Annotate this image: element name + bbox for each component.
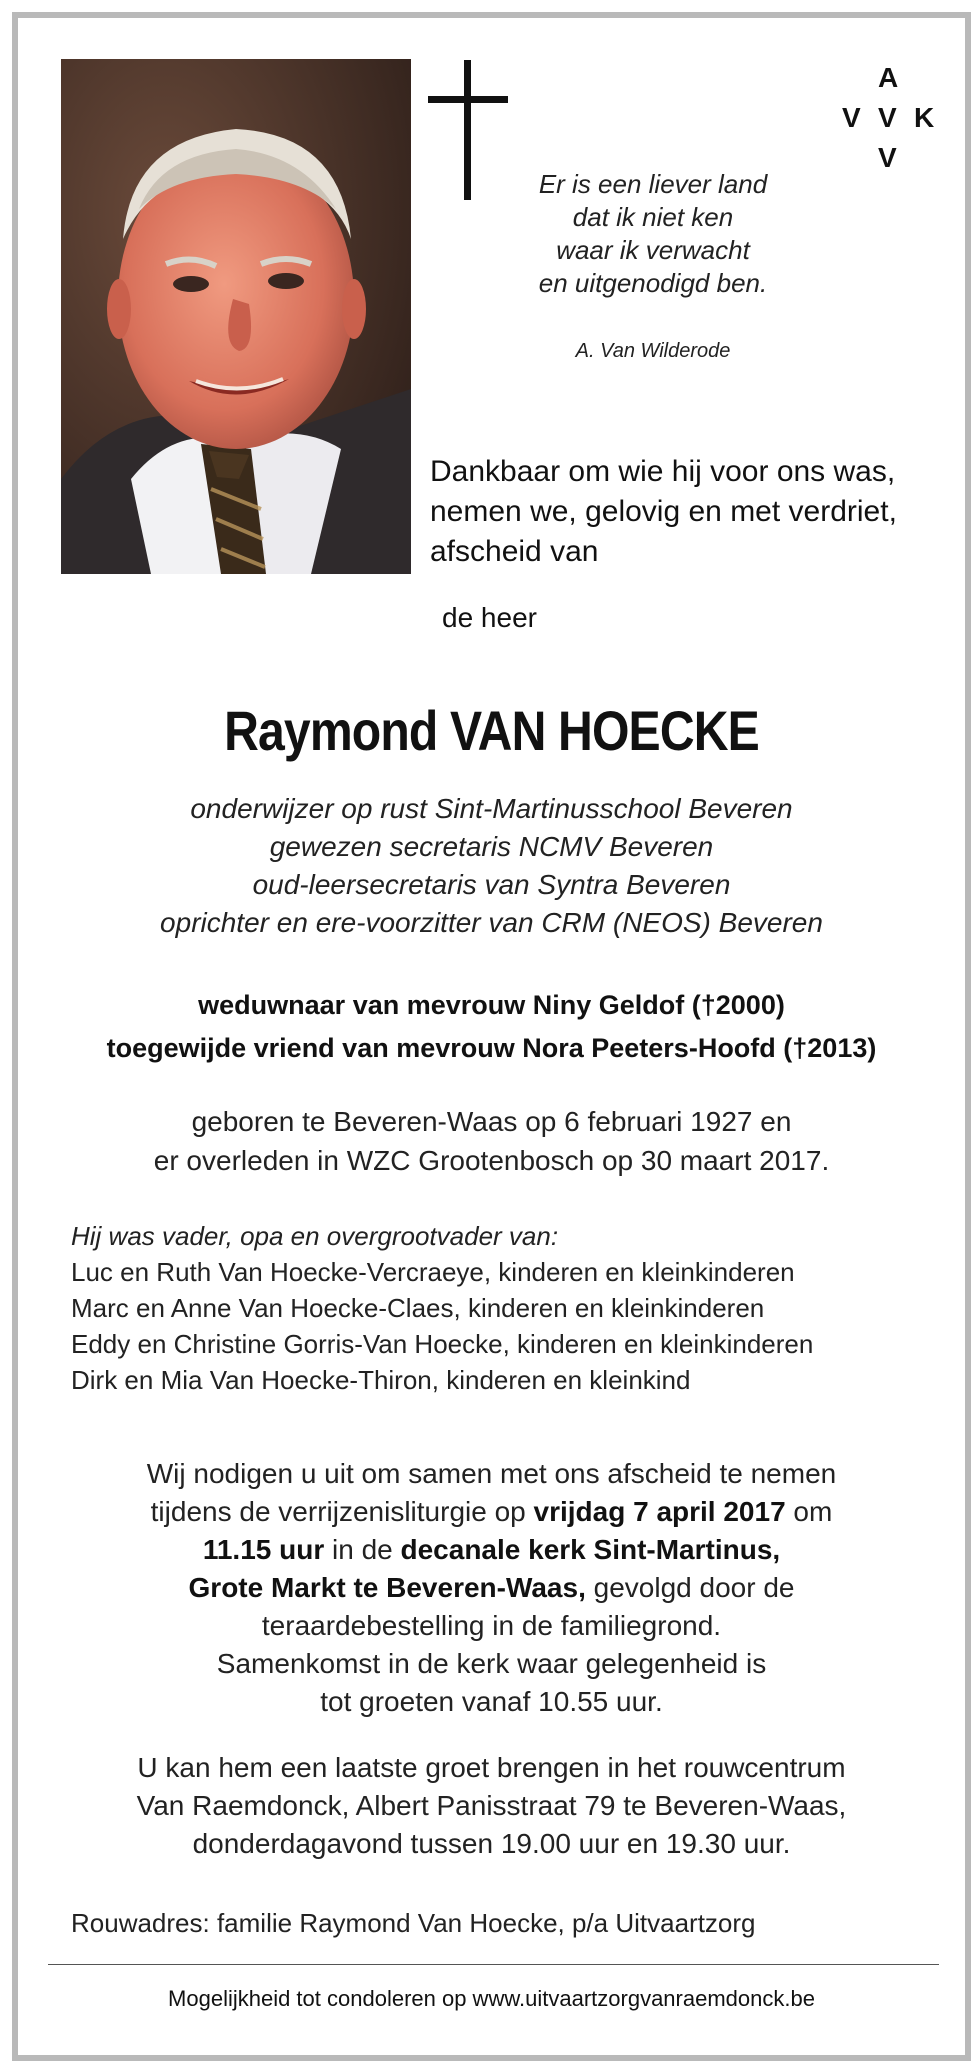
intro-text xyxy=(430,452,950,572)
emblem-top: A xyxy=(878,62,899,93)
invite-line: tot groeten vanaf 10.55 uur. xyxy=(320,1686,663,1717)
divider xyxy=(48,1964,939,1965)
portrait-photo xyxy=(61,59,411,574)
intro-line: Dankbaar om wie hij voor ons was, xyxy=(430,455,896,488)
condolence-info: Mogelijkheid tot condoleren op www.uitvaartzorgvanraemdonck.be xyxy=(168,1986,815,2011)
family-lead: Hij was vader, opa en overgrootvader van: xyxy=(71,1221,559,1251)
intro-line: afscheid van xyxy=(430,535,599,568)
invite-text: gevolgd door de xyxy=(585,1572,795,1603)
poem-line: en uitgenodigd ben. xyxy=(538,268,768,298)
family-member: Luc en Ruth Van Hoecke-Vercraeye, kinderen en kleinkinderen xyxy=(71,1257,795,1287)
visit-line: U kan hem een laatste groet brengen in het rouwcentrum xyxy=(137,1752,846,1783)
funeral-invitation xyxy=(18,1455,965,1721)
invite-line xyxy=(18,1569,965,1607)
relations xyxy=(18,984,965,1070)
deceased-name: Raymond VAN HOECKE xyxy=(224,699,759,762)
invite-text: in de xyxy=(324,1534,401,1565)
avvkv-logo xyxy=(836,62,946,182)
invite-line: teraardebestelling in de familiegrond. xyxy=(261,1610,722,1641)
poem-line: Er is een liever land xyxy=(538,169,768,199)
relation-line: toegewijde vriend van mevrouw Nora Peeters-Hoofd (†2013) xyxy=(106,1033,877,1063)
visitation-info xyxy=(18,1749,965,1863)
visit-line: Van Raemdonck, Albert Panisstraat 79 te Beveren-Waas, xyxy=(136,1790,847,1821)
card-frame xyxy=(12,12,971,2061)
function-line: oprichter en ere-voorzitter van CRM (NEOS) Beveren xyxy=(160,907,823,938)
born-line: er overleden in WZC Grootenbosch op 30 maart 2017. xyxy=(153,1145,830,1176)
relation-line: weduwnaar van mevrouw Niny Geldof (†2000) xyxy=(198,990,785,1020)
function-line: onderwijzer op rust Sint-Martinusschool Beveren xyxy=(190,793,793,824)
birth-death-info xyxy=(18,1102,965,1180)
visit-line: donderdagavond tussen 19.00 uur en 19.30 uur. xyxy=(192,1828,791,1859)
invite-text: tijdens de verrijzenisliturgie op xyxy=(150,1496,534,1527)
invite-line: Wij nodigen u uit om samen met ons afscheid te nemen xyxy=(146,1458,837,1489)
invite-line: Samenkomst in de kerk waar gelegenheid is xyxy=(216,1648,767,1679)
family-list xyxy=(71,1218,951,1398)
invite-line xyxy=(18,1493,965,1531)
intro-line: nemen we, gelovig en met verdriet, xyxy=(430,495,897,528)
born-line: geboren te Beveren-Waas op 6 februari 1927 en xyxy=(191,1106,792,1137)
emblem-middle-right: K xyxy=(914,102,935,133)
function-line: oud-leersecretaris van Syntra Beveren xyxy=(252,869,731,900)
invite-church: decanale kerk Sint-Martinus, xyxy=(400,1534,781,1565)
functions-list xyxy=(18,790,965,942)
invite-text: om xyxy=(785,1496,833,1527)
poem-line: waar ik verwacht xyxy=(556,235,750,265)
poem-line: dat ik niet ken xyxy=(572,202,734,232)
invite-line xyxy=(18,1531,965,1569)
invite-date: vrijdag 7 april 2017 xyxy=(533,1496,786,1527)
poem xyxy=(488,168,818,300)
family-member: Dirk en Mia Van Hoecke-Thiron, kinderen en kleinkind xyxy=(71,1365,691,1395)
salutation: de heer xyxy=(442,602,537,633)
poem-author: A. Van Wilderode xyxy=(575,340,731,362)
card-content xyxy=(18,18,965,2055)
emblem-bottom: V xyxy=(878,142,897,173)
invite-time: 11.15 uur xyxy=(202,1534,325,1565)
emblem-middle-center: V xyxy=(878,102,897,133)
function-line: gewezen secretaris NCMV Beveren xyxy=(269,831,714,862)
family-member: Marc en Anne Van Hoecke-Claes, kinderen en kleinkinderen xyxy=(71,1293,765,1323)
emblem-middle-left: V xyxy=(842,102,861,133)
mourning-address: Rouwadres: familie Raymond Van Hoecke, p/a Uitvaartzorg xyxy=(71,1908,756,1938)
portrait-illustration xyxy=(61,59,411,574)
family-member: Eddy en Christine Gorris-Van Hoecke, kinderen en kleinkinderen xyxy=(71,1329,814,1359)
invite-location: Grote Markt te Beveren-Waas, xyxy=(188,1572,586,1603)
